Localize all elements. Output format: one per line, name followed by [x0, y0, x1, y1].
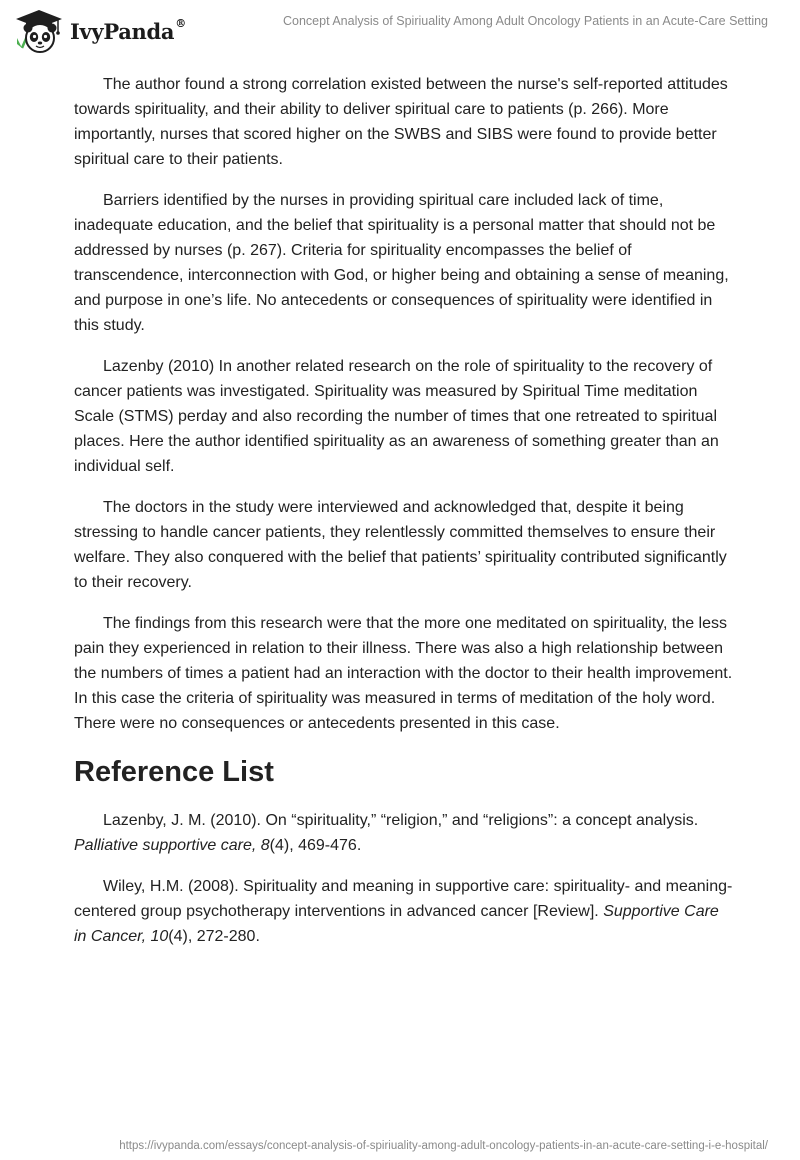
reference-journal: Supportive Care in Cancer, 10 — [74, 903, 719, 945]
body-paragraph: Barriers identified by the nurses in providing spiritual care included lack of time, inadequate education, and the belief that spirituality is a personal matter that should not be addressed by nurses (p. 267). Criteria for spirituality encompasses the belief of transcendence, interconnection with God, or higher being and obtaining a sense of meaning, and purpose in one’s life. No antecedents or consequences of spirituality were identified in this study. — [74, 192, 729, 334]
body-paragraph: The author found a strong correlation existed between the nurse's self-reported attitudes towards spirituality, and their ability to deliver spiritual care to patients (p. 266). More importantly, nurses that scored higher on the SWBS and SIBS were found to provide better spiritual care to their patients. — [74, 76, 728, 168]
reference-pages: (4), 469-476. — [269, 837, 362, 854]
brand-name: IvyPanda® — [70, 16, 186, 44]
ivypanda-logo[interactable] — [14, 8, 186, 54]
reference-item — [74, 874, 734, 949]
body-paragraph: The findings from this research were that the more one meditated on spirituality, the less pain they experienced in relation to their illness. There was also a high relationship between the numbers of times a patient had an interaction with the doctor to their health improvement. In this case the criteria of spirituality was measured in terms of meditation of the holy word. There were no consequences or antecedents presented in this case. — [74, 615, 733, 732]
reference-list-heading: Reference List — [74, 756, 274, 788]
page-header — [0, 0, 800, 60]
reference-journal: Palliative supportive care, 8 — [74, 837, 270, 854]
document-body — [74, 72, 734, 965]
reference-text: Wiley, H.M. (2008). Spirituality and meaning in supportive care: spirituality- and meaning-centered group psychotherapy interventions in advanced cancer [Review]. — [74, 878, 733, 920]
reference-pages: (4), 272-280. — [168, 928, 260, 945]
panda-graduate-icon — [14, 8, 64, 54]
source-url[interactable]: https://ivypanda.com/essays/concept-analysis-of-spiriuality-among-adult-oncology-patients-in-an-acute-care-setting-i-e-hospital/ — [119, 1140, 768, 1152]
body-paragraph: Lazenby (2010) In another related research on the role of spirituality to the recovery of cancer patients was investigated. Spirituality was measured by Spiritual Time meditation Scale (STMS) perday and also recording the number of times that one retreated to spiritual places. Here the author identified spirituality as an awareness of something greater than an individual self. — [74, 358, 719, 475]
body-paragraph: The doctors in the study were interviewed and acknowledged that, despite it being stressing to handle cancer patients, they relentlessly committed themselves to ensure their welfare. They also conquered with the belief that patients’ spirituality contributed significantly to their recovery. — [74, 499, 727, 591]
reference-item — [74, 808, 734, 858]
reference-text: Lazenby, J. M. (2010). On “spirituality,” “religion,” and “religions”: a concept analysis. — [103, 812, 699, 829]
document-title: Concept Analysis of Spiriuality Among Adult Oncology Patients in an Acute-Care Setting — [283, 14, 768, 28]
